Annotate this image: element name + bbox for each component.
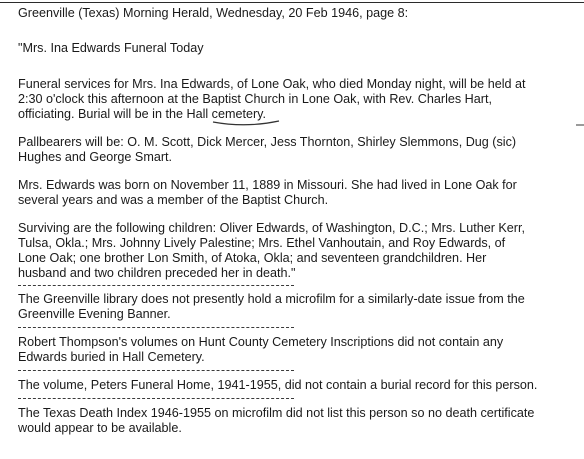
paragraph-line: Pallbearers will be: O. M. Scott, Dick Mercer, Jess Thornton, Shirley Slemmons, Dug (sic) bbox=[18, 135, 517, 149]
note-line: The Texas Death Index 1946-1955 on microfilm did not list this person so no death certificate bbox=[18, 406, 535, 420]
headline-text: "Mrs. Ina Edwards Funeral Today bbox=[18, 41, 204, 55]
paragraph-line: husband and two children preceded her in death." bbox=[18, 266, 296, 280]
paragraph-line: Funeral services for Mrs. Ina Edwards, of Lone Oak, who died Monday night, will be held at bbox=[18, 77, 526, 91]
paragraph-birth bbox=[18, 178, 578, 208]
dashed-separator bbox=[18, 398, 294, 399]
paragraph-line: Hughes and George Smart. bbox=[18, 150, 173, 164]
note-library bbox=[18, 292, 578, 322]
note-line: The Greenville library does not presently hold a microfilm for a similarly-date issue from the bbox=[18, 292, 525, 306]
paragraph-line: Lone Oak; one brother Lon Smith, of Atoka, Okla; and seventeen grandchildren. Her bbox=[18, 251, 487, 265]
paragraph-line: officiating. Burial will be in the Hall cemetery. bbox=[18, 107, 267, 121]
dashed-separator bbox=[18, 327, 294, 328]
note-line: Robert Thompson's volumes on Hunt County Cemetery Inscriptions did not contain any bbox=[18, 335, 504, 349]
header-line bbox=[18, 6, 578, 21]
paragraph-line: Tulsa, Okla.; Mrs. Johnny Lively Palestine; Mrs. Ethel Vanhoutain, and Roy Edwards, of bbox=[18, 236, 506, 250]
dashed-separator bbox=[18, 370, 294, 371]
note-line: Edwards buried in Hall Cemetery. bbox=[18, 350, 205, 364]
header-text: Greenville (Texas) Morning Herald, Wednesday, 20 Feb 1946, page 8: bbox=[18, 6, 409, 20]
note-funeral-home bbox=[18, 378, 578, 393]
paragraph-pallbearers bbox=[18, 135, 578, 165]
top-rule bbox=[0, 2, 584, 3]
paragraph-survivors bbox=[18, 221, 578, 281]
handwritten-underline bbox=[212, 119, 280, 129]
note-line: would appear to be available. bbox=[18, 421, 182, 435]
dashed-separator bbox=[18, 285, 294, 286]
note-line: Greenville Evening Banner. bbox=[18, 307, 171, 321]
paragraph-line: Mrs. Edwards was born on November 11, 1889 in Missouri. She had lived in Lone Oak for bbox=[18, 178, 517, 192]
note-line: The volume, Peters Funeral Home, 1941-1955, did not contain a burial record for this person. bbox=[18, 378, 538, 392]
note-cemetery-inscriptions bbox=[18, 335, 578, 365]
paragraph-line: Surviving are the following children: Oliver Edwards, of Washington, D.C.; Mrs. Luther Kerr, bbox=[18, 221, 525, 235]
paragraph-line: 2:30 o'clock this afternoon at the Baptist Church in Lone Oak, with Rev. Charles Hart, bbox=[18, 92, 492, 106]
headline bbox=[18, 41, 578, 56]
note-death-index bbox=[18, 406, 578, 436]
paragraph-funeral bbox=[18, 77, 578, 122]
margin-mark bbox=[576, 124, 584, 126]
paragraph-line: several years and was a member of the Baptist Church. bbox=[18, 193, 329, 207]
